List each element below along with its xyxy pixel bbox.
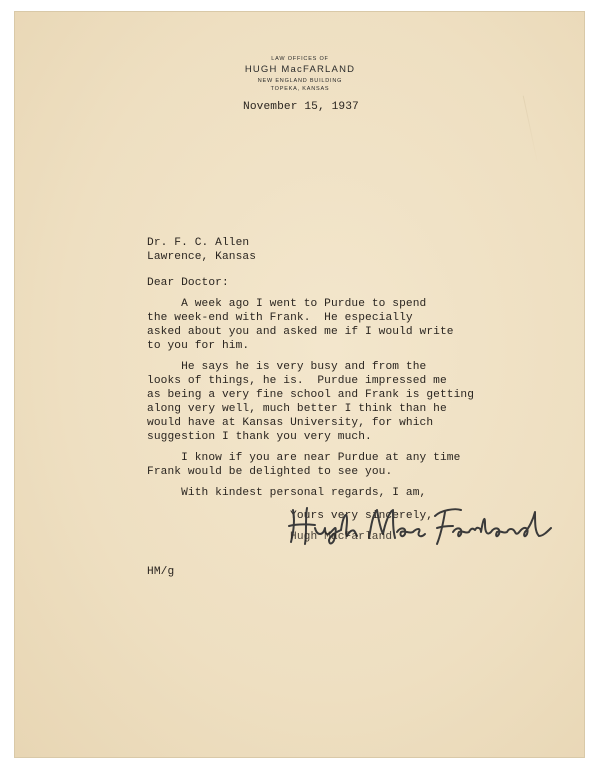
body-line: along very well, much better I think than he bbox=[147, 403, 447, 415]
body-line: With kindest personal regards, I am, bbox=[147, 487, 427, 499]
closing: Yours very sincerely, bbox=[290, 510, 434, 522]
salutation: Dear Doctor: bbox=[147, 277, 229, 289]
body-line: would have at Kansas University, for which bbox=[147, 417, 434, 429]
body-line: to you for him. bbox=[147, 340, 250, 352]
body-line: He says he is very busy and from the bbox=[147, 361, 427, 373]
letterhead-name: HUGH MacFARLAND bbox=[244, 64, 356, 75]
letterhead-line1: LAW OFFICES OF bbox=[271, 56, 329, 62]
body-line: asked about you and asked me if I would write bbox=[147, 326, 454, 338]
handwritten-signature bbox=[285, 502, 560, 552]
letterhead-city: TOPEKA, KANSAS bbox=[270, 86, 330, 92]
body-line: I know if you are near Purdue at any time bbox=[147, 452, 461, 464]
body-line: Frank would be delighted to see you. bbox=[147, 466, 393, 478]
letter-date: November 15, 1937 bbox=[243, 101, 359, 113]
body-line: the week-end with Frank. He especially bbox=[147, 312, 413, 324]
typed-name: Hugh MacFarland bbox=[290, 531, 393, 543]
recipient-name: Dr. F. C. Allen bbox=[147, 237, 250, 249]
body-line: as being a very fine school and Frank is getting bbox=[147, 389, 475, 401]
recipient-location: Lawrence, Kansas bbox=[147, 251, 257, 263]
body-line: looks of things, he is. Purdue impressed me bbox=[147, 375, 447, 387]
body-line: A week ago I went to Purdue to spend bbox=[147, 298, 427, 310]
letterhead-building: NEW ENGLAND BUILDING bbox=[257, 78, 343, 84]
typist-initials: HM/g bbox=[147, 566, 175, 578]
body-line: suggestion I thank you very much. bbox=[147, 431, 372, 443]
